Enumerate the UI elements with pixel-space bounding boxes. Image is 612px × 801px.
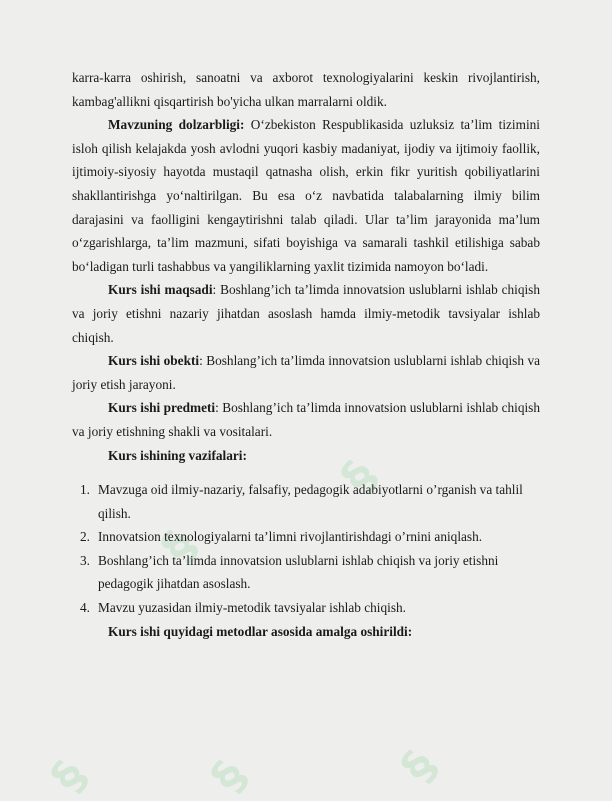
list-item-text: Mavzuga oid ilmiy-nazariy, falsafiy, pedagogik adabiyotlarni o’rganish va tahlil qilish. xyxy=(98,482,523,521)
paragraph-goal xyxy=(72,278,540,349)
watermark-logo: § xyxy=(200,749,259,801)
list-item xyxy=(72,596,540,620)
list-item-number: 2. xyxy=(80,529,90,545)
list-item xyxy=(72,549,540,596)
paragraph-object xyxy=(72,349,540,396)
list-item-number: 3. xyxy=(80,552,90,568)
relevance-text: O‘zbekiston Respublikasida uzluksiz ta’lim tizimini isloh qilish kelajakda yosh avlodni yuqori kasbiy madaniyat, ijodiy va ijtimoiy faollik, ijtimoiy-siyosiy hayotda mustaqil qatnasha olish, erkin fikr yuritish qobiliyatlarini shakllantirishga yo‘naltirilgan. Bu esa o‘z navbatida talabalarning ilmiy bilim darajasini va faolligini kengaytirishni talab qiladi. Ular ta’lim jarayonida ma’lum o‘zgarishlarga, ta’lim mazmuni, sifati boyishiga va samarali tashkil etilishiga sabab bo‘ladigan turli tashabbus va yangiliklarning yaxlit tizimida namoyon bo‘ladi. xyxy=(72,117,540,274)
paragraph-subject xyxy=(72,396,540,443)
list-item xyxy=(72,525,540,549)
methods-heading: Kurs ishi quyidagi metodlar asosida amalga oshirildi: xyxy=(108,623,413,639)
goal-text: : Boshlang’ich ta’limda innovatsion uslublarni ishlab chiqish va joriy etishni nazariy jihatdan asoslash hamda ilmiy-metodik tavsiyalar ishlab chiqish. xyxy=(72,282,540,345)
paragraph-tasks-heading xyxy=(72,444,540,468)
object-label: Kurs ishi obekti xyxy=(108,353,200,369)
list-item-text: Mavzu yuzasidan ilmiy-metodik tavsiyalar ishlab chiqish. xyxy=(98,600,406,616)
tasks-list xyxy=(72,478,540,620)
object-text: : Boshlang’ich ta’limda innovatsion uslublarni ishlab chiqish va joriy etish jarayoni. xyxy=(72,353,540,392)
relevance-label: Mavzuning dolzarbligi: xyxy=(108,117,245,133)
list-item-number: 1. xyxy=(80,482,90,498)
document-body xyxy=(72,66,540,643)
watermark-logo: § xyxy=(330,449,389,501)
goal-label: Kurs ishi maqsadi xyxy=(108,282,213,298)
paragraph-intro: karra-karra oshirish, sanoatni va axborot texnologiyalarini keskin rivojlantirish, kambag'allikni qisqartirish bo'yicha ulkan marralarni oldik. xyxy=(72,70,540,109)
watermark-logo: § xyxy=(150,519,209,571)
paragraph-relevance xyxy=(72,113,540,278)
list-item-text: Boshlang’ich ta’limda innovatsion uslublarni ishlab chiqish va joriy etishni pedagogik jihatdan asoslash. xyxy=(98,552,499,592)
list-item xyxy=(72,478,540,525)
list-item-text: Innovatsion texnologiyalarni ta’limni rivojlantirishdagi o’rnini aniqlash. xyxy=(98,529,483,545)
watermark-logo: § xyxy=(390,739,449,791)
paragraph-methods-heading xyxy=(72,620,540,644)
subject-text: : Boshlang’ich ta’limda innovatsion uslublarni ishlab chiqish va joriy etishning shakli va vositalari. xyxy=(72,400,540,439)
watermark-logo: § xyxy=(40,749,99,801)
tasks-heading: Kurs ishining vazifalari: xyxy=(108,447,247,463)
list-item-number: 4. xyxy=(80,600,90,616)
subject-label: Kurs ishi predmeti xyxy=(108,400,216,416)
